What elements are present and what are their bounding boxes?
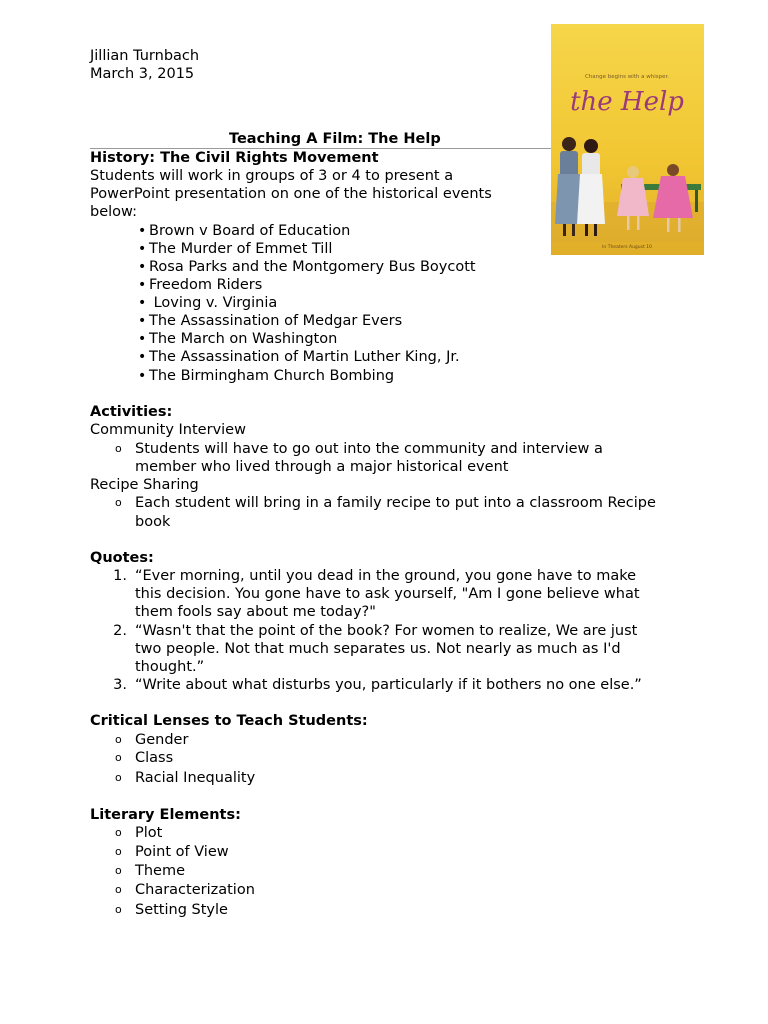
bullet-icon: • [138,331,147,347]
quote-number: 2. [113,623,127,639]
lens-item: Racial Inequality [135,770,256,786]
literary-elements-heading: Literary Elements: [90,807,241,823]
history-intro-line: Students will work in groups of 3 or 4 to present a [90,168,454,184]
history-event-item: The Assassination of Medgar Evers [149,313,403,329]
activities-heading: Activities: [90,404,173,420]
author-name: Jillian Turnbach [90,48,200,64]
history-event-item: Brown v Board of Education [149,223,351,239]
activity-label: Community Interview [90,422,246,438]
hollow-bullet-icon: o [115,442,122,455]
lenses-heading: Critical Lenses to Teach Students: [90,713,368,729]
history-intro-line: below: [90,204,137,220]
activity-description: book [135,514,171,530]
poster-footer: In Theaters August 10 [602,245,652,250]
literary-element-item: Point of View [135,844,229,860]
hollow-bullet-icon: o [115,864,122,877]
hollow-bullet-icon: o [115,771,122,784]
hollow-bullet-icon: o [115,845,122,858]
page-title: Teaching A Film: The Help [229,131,441,147]
history-event-item: The Assassination of Martin Luther King, Jr. [149,349,460,365]
quote-line: “Ever morning, until you dead in the ground, you gone have to make [135,568,637,584]
document-date: March 3, 2015 [90,66,195,82]
history-heading: History: The Civil Rights Movement [90,150,379,166]
history-event-item: The Murder of Emmet Till [149,241,333,257]
bullet-icon: • [138,241,147,257]
hollow-bullet-icon: o [115,733,122,746]
history-event-item: Freedom Riders [149,277,263,293]
poster-tagline: Change begins with a whisper. [584,74,670,80]
activity-description: Students will have to go out into the community and interview a [135,441,603,457]
literary-element-item: Plot [135,825,163,841]
quotes-heading: Quotes: [90,550,154,566]
activity-label: Recipe Sharing [90,477,199,493]
history-intro-line: PowerPoint presentation on one of the historical events [90,186,492,202]
hollow-bullet-icon: o [115,903,122,916]
history-event-item: The March on Washington [149,331,338,347]
poster-title: the Help [570,87,684,117]
quote-line: this decision. You gone have to ask yourself, "Am I gone believe what [135,586,640,602]
hollow-bullet-icon: o [115,496,122,509]
hollow-bullet-icon: o [115,826,122,839]
quote-line: two people. Not that much separates us. Not nearly as much as I'd [135,641,621,657]
literary-element-item: Setting Style [135,902,228,918]
bullet-icon: • [138,368,147,384]
lens-item: Gender [135,732,189,748]
literary-element-item: Characterization [135,882,255,898]
quote-line: “Write about what disturbs you, particularly if it bothers no one else.” [135,677,642,693]
quote-line: thought.” [135,659,205,675]
quote-line: them fools say about me today?" [135,604,376,620]
bullet-icon: • [138,295,147,311]
quote-line: “Wasn't that the point of the book? For women to realize, We are just [135,623,638,639]
bullet-icon: • [138,259,147,275]
activity-description: Each student will bring in a family recipe to put into a classroom Recipe [135,495,656,511]
history-event-item: Rosa Parks and the Montgomery Bus Boycott [149,259,476,275]
bullet-icon: • [138,223,147,239]
quote-number: 1. [113,568,127,584]
history-event-item: The Birmingham Church Bombing [149,368,395,384]
activity-description: member who lived through a major historical event [135,459,509,475]
literary-element-item: Theme [135,863,186,879]
quote-number: 3. [113,677,127,693]
lens-item: Class [135,750,174,766]
history-event-item: Loving v. Virginia [149,295,278,311]
bullet-icon: • [138,313,147,329]
hollow-bullet-icon: o [115,883,122,896]
hollow-bullet-icon: o [115,751,122,764]
bullet-icon: • [138,277,147,293]
movie-poster [551,24,704,255]
bullet-icon: • [138,349,147,365]
